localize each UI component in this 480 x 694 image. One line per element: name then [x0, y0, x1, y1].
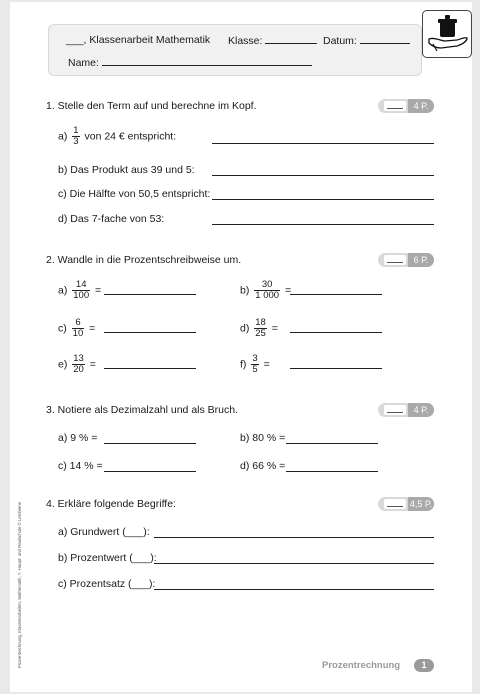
- q1-d: d) Das 7-fache von 53:: [58, 213, 165, 225]
- fraction-numerator: 18: [255, 317, 266, 328]
- q2-points: 6 P.: [408, 253, 434, 267]
- equals-sign: =: [263, 358, 270, 371]
- page-number: 1: [414, 659, 434, 672]
- q3-c-answer-line[interactable]: [104, 471, 196, 472]
- q3-d-answer-line[interactable]: [286, 471, 378, 472]
- fraction-numerator: 13: [73, 353, 84, 364]
- fraction-numerator: 1: [73, 125, 79, 136]
- q2-a-label: a): [58, 284, 68, 297]
- q3-points-badge: [378, 403, 434, 417]
- q3-c: c) 14 % =: [58, 460, 103, 472]
- q1-c-answer-line[interactable]: [212, 199, 434, 200]
- fraction-denominator: 3: [73, 136, 79, 147]
- q3-a-answer-line[interactable]: [104, 443, 196, 444]
- q3-d: d) 66 % =: [240, 460, 286, 472]
- fraction: [72, 354, 85, 375]
- q3-title: 3. Notiere als Dezimalzahl und als Bruch.: [46, 404, 239, 416]
- q1-score-blank[interactable]: [384, 101, 406, 111]
- q3-b-answer-line[interactable]: [286, 443, 378, 444]
- date-field: [323, 34, 410, 47]
- exam-label: ___, Klassenarbeit Mathematik: [66, 34, 211, 46]
- q4-points: 4,5 P.: [409, 499, 433, 509]
- fraction: [254, 280, 280, 301]
- q1-a-text: von 24 € entspricht:: [84, 130, 177, 143]
- fraction-numerator: 14: [72, 280, 90, 291]
- fraction-denominator: 100: [73, 290, 90, 301]
- q3-score-blank[interactable]: [384, 405, 406, 415]
- q2-d-answer-line[interactable]: [290, 332, 382, 333]
- q1-b-answer-line[interactable]: [212, 175, 434, 176]
- q2-e: [58, 354, 96, 375]
- q1-c: c) Die Hälfte von 50,5 entspricht:: [58, 188, 211, 200]
- fraction-denominator: 5: [252, 364, 258, 375]
- q2-a-answer-line[interactable]: [104, 294, 196, 295]
- q4-c-answer-line[interactable]: [154, 589, 434, 590]
- q2-score-blank[interactable]: [384, 255, 406, 265]
- fraction-denominator: 20: [73, 364, 84, 375]
- q2-points-badge: [378, 253, 434, 267]
- q1-a-label: a): [58, 130, 68, 143]
- q2-c-answer-line[interactable]: [104, 332, 196, 333]
- q2-c-label: c): [58, 322, 67, 335]
- fraction: [72, 318, 85, 339]
- class-label: Klasse:: [228, 35, 263, 47]
- q2-f-label: f): [240, 358, 247, 371]
- q3-a: a) 9 % =: [58, 432, 98, 444]
- class-blank[interactable]: [265, 34, 317, 44]
- q4-a-answer-line[interactable]: [154, 537, 434, 538]
- q2-d-label: d): [240, 322, 250, 335]
- fraction-denominator: 10: [72, 328, 84, 339]
- q4-score-blank[interactable]: [384, 499, 406, 509]
- name-label: Name:: [68, 57, 99, 69]
- q2-b-answer-line[interactable]: [290, 294, 382, 295]
- q2-f-answer-line[interactable]: [290, 368, 382, 369]
- q3-points: 4 P.: [408, 403, 434, 417]
- q3-b: b) 80 % =: [240, 432, 286, 444]
- q2-b: [240, 280, 291, 301]
- fraction: [72, 280, 90, 301]
- q1-points: 4 P.: [408, 99, 434, 113]
- q2-e-answer-line[interactable]: [104, 368, 196, 369]
- q2-d: [240, 318, 278, 339]
- hand-holding-pot-icon: [422, 10, 472, 58]
- equals-sign: =: [89, 322, 96, 335]
- name-blank[interactable]: [102, 56, 312, 66]
- equals-sign: =: [284, 284, 292, 297]
- q2-a: [58, 280, 101, 301]
- q2-c: [58, 318, 95, 339]
- q1-points-badge: [378, 99, 434, 113]
- q1-d-answer-line[interactable]: [212, 224, 434, 225]
- q4-title: 4. Erkläre folgende Begriffe:: [46, 498, 176, 510]
- fraction-numerator: 3: [252, 353, 258, 364]
- equals-sign: =: [271, 322, 278, 335]
- q4-points-badge: [378, 497, 434, 511]
- q2-e-label: e): [58, 358, 68, 371]
- footer-title: Prozentrechnung: [322, 660, 401, 671]
- q1-b: b) Das Produkt aus 39 und 5:: [58, 164, 195, 176]
- q1-a: [58, 126, 176, 147]
- fraction-numerator: 30: [254, 280, 280, 291]
- fraction-denominator: 25: [255, 328, 266, 339]
- q1-title: 1. Stelle den Term auf und berechne im Kopf.: [46, 100, 257, 112]
- q4-a: a) Grundwert (___):: [58, 526, 150, 538]
- q2-title: 2. Wandle in die Prozentschreibweise um.: [46, 254, 242, 266]
- date-label: Datum:: [323, 35, 357, 47]
- date-blank[interactable]: [360, 34, 410, 44]
- q4-b-answer-line[interactable]: [154, 563, 434, 564]
- exam-title: [66, 34, 210, 46]
- equals-sign: =: [89, 358, 96, 371]
- q4-c: c) Prozentsatz (___):: [58, 578, 156, 590]
- copyright-sidebar: [18, 498, 32, 668]
- q1-a-answer-line[interactable]: [212, 143, 434, 144]
- equals-sign: =: [95, 284, 102, 297]
- q2-b-label: b): [240, 284, 250, 297]
- q2-f: [240, 354, 270, 375]
- q4-b: b) Prozentwert (___):: [58, 552, 157, 564]
- name-field: [68, 56, 312, 69]
- copyright-text: Prozentrechnung, Klassenarbeiten, Mathematik, 7. Haupt- und Realschule © Lernbiene: [17, 501, 22, 668]
- fraction-numerator: 6: [72, 318, 85, 329]
- fraction-denominator: 1 000: [255, 290, 280, 301]
- fraction: [72, 126, 79, 147]
- fraction: [254, 318, 267, 339]
- fraction: [251, 354, 258, 375]
- class-field: [228, 34, 317, 47]
